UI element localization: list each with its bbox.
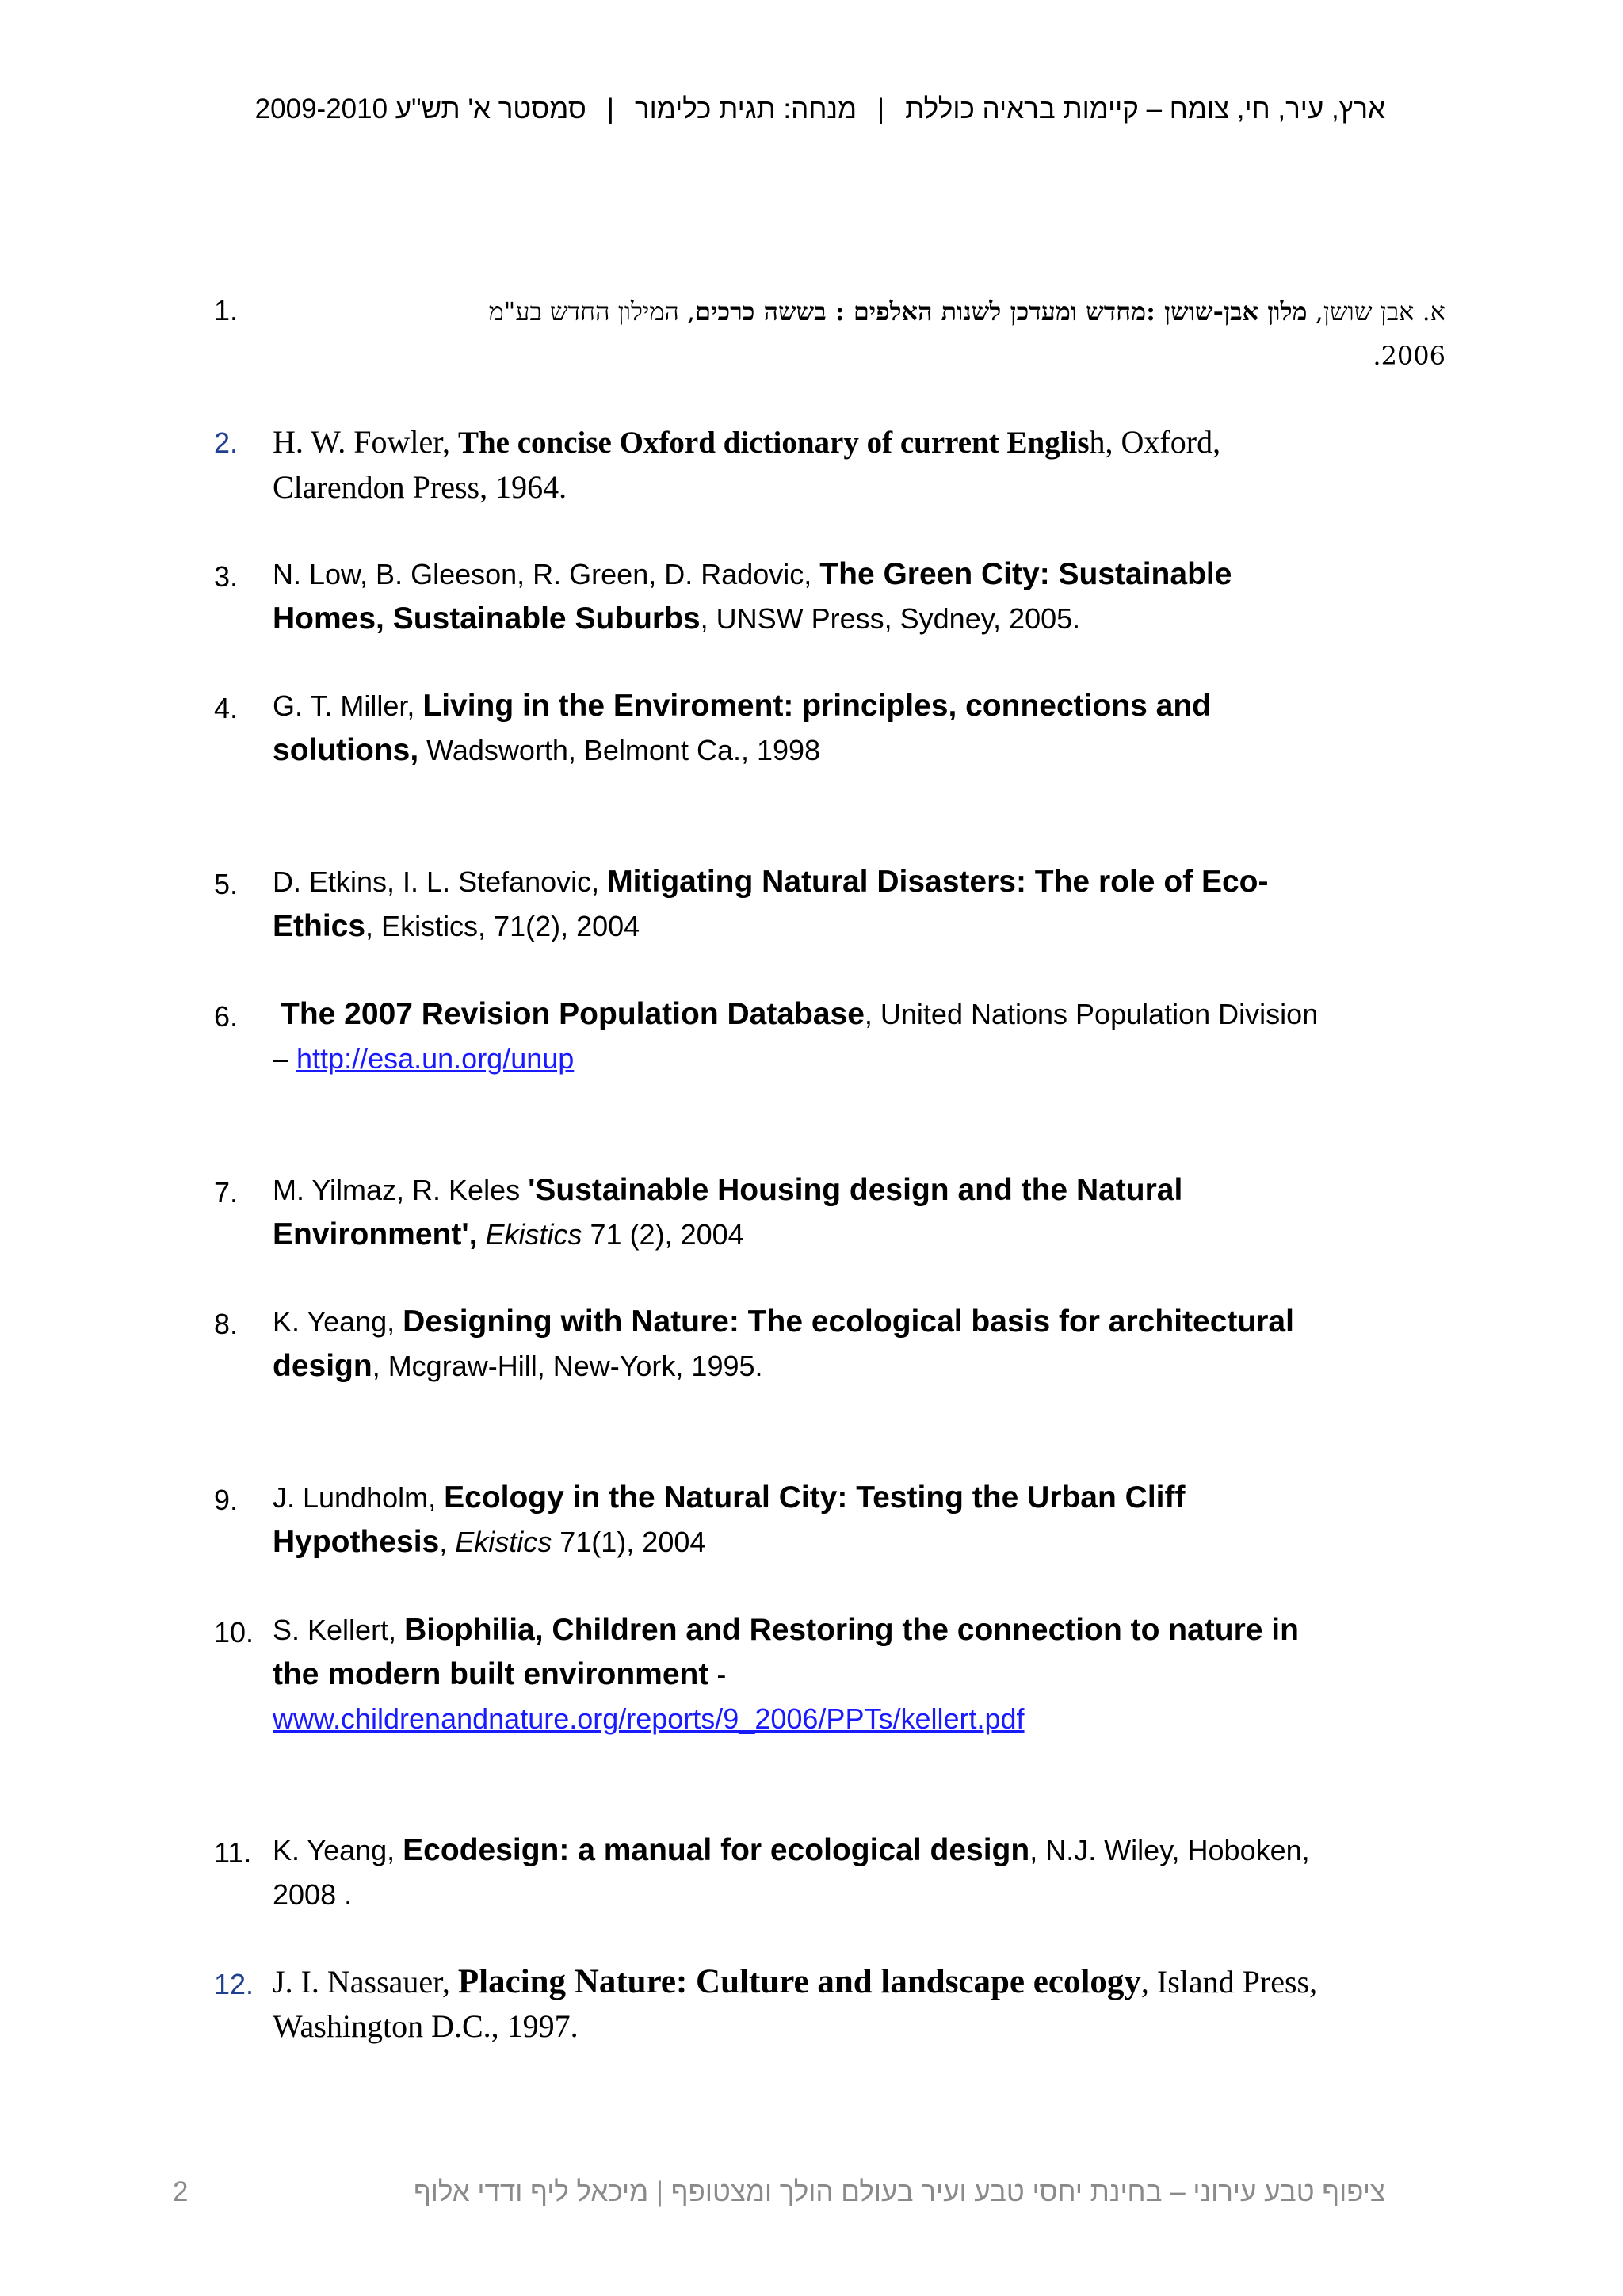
reference-publisher: , United Nations Population Division bbox=[864, 998, 1319, 1030]
reference-number: 7. bbox=[214, 1176, 239, 1209]
reference-text bbox=[273, 1300, 1445, 1389]
reference-text bbox=[273, 684, 1445, 773]
reference-link[interactable]: www.childrenandnature.org/reports/9_2006/PPTs/kellert.pdf bbox=[273, 1702, 1025, 1735]
reference-text bbox=[273, 1608, 1445, 1741]
reference-author: S. Kellert, bbox=[273, 1614, 405, 1646]
reference-number: 12. bbox=[214, 1968, 254, 2000]
reference-title-line2: Environment', bbox=[273, 1217, 478, 1251]
reference-publisher: 71(1), 2004 bbox=[552, 1526, 706, 1558]
reference-title: 'Sustainable Housing design and the Natural bbox=[528, 1173, 1183, 1207]
reference-rest: - bbox=[708, 1658, 727, 1690]
reference-item bbox=[214, 1168, 1445, 1257]
reference-title: Biophilia, Children and Restoring the connection to nature in bbox=[404, 1613, 1299, 1647]
page-header bbox=[203, 94, 1385, 125]
reference-title: The concise Oxford dictionary of current Englis bbox=[457, 426, 1090, 460]
reference-item bbox=[214, 1828, 1445, 1917]
reference-title-line2: Hypothesis bbox=[273, 1525, 440, 1559]
reference-title-line2: the modern built environment bbox=[273, 1657, 709, 1691]
reference-text bbox=[273, 992, 1445, 1081]
reference-item bbox=[214, 1960, 1445, 2049]
page-number: 2 bbox=[173, 2176, 189, 2207]
reference-text bbox=[273, 1828, 1445, 1917]
reference-number: 5. bbox=[214, 868, 239, 900]
reference-text bbox=[273, 552, 1445, 641]
reference-text bbox=[273, 1168, 1445, 1257]
reference-text bbox=[273, 860, 1445, 949]
reference-number: 8. bbox=[214, 1308, 239, 1340]
reference-author: D. Etkins, I. L. Stefanovic, bbox=[273, 865, 608, 898]
reference-item bbox=[214, 684, 1445, 773]
reference-publisher: , Ekistics, 71(2), 2004 bbox=[365, 910, 640, 942]
reference-publisher: , UNSW Press, Sydney, 2005. bbox=[700, 602, 1081, 635]
reference-title-line2: design bbox=[273, 1349, 372, 1383]
reference-title: Living in the Enviroment: principles, connections and bbox=[422, 689, 1211, 723]
reference-item bbox=[214, 860, 1445, 949]
reference-author: G. T. Miller, bbox=[273, 690, 423, 722]
page-footer: ציפוף טבע עירוני – בחינת יחסי טבע ועיר בעולם הולך ומצטופף | מיכאל ליף ודדי אלוף bbox=[413, 2176, 1385, 2207]
reference-item bbox=[214, 420, 1445, 510]
reference-author: K. Yeang, bbox=[273, 1305, 403, 1338]
reference-title: The Green City: Sustainable bbox=[819, 557, 1232, 591]
reference-number: 3. bbox=[214, 560, 239, 593]
reference-title: The 2007 Revision Population Database bbox=[281, 997, 865, 1031]
reference-number: 2. bbox=[214, 426, 239, 459]
reference-publisher-line2: 2008 . bbox=[273, 1878, 353, 1911]
reference-author: M. Yilmaz, R. Keles bbox=[273, 1174, 529, 1206]
reference-item bbox=[214, 1608, 1445, 1741]
reference-number: 10. bbox=[214, 1616, 254, 1648]
reference-author: N. Low, B. Gleeson, R. Green, D. Radovic, bbox=[273, 558, 820, 590]
reference-text bbox=[273, 420, 1445, 510]
reference-text bbox=[273, 1476, 1445, 1564]
header-separator: | bbox=[877, 94, 885, 124]
reference-title: Mitigating Natural Disasters: The role of Eco- bbox=[607, 865, 1269, 899]
reference-publisher: , המילון החדש בע"מ bbox=[488, 296, 696, 327]
reference-number: 11. bbox=[214, 1836, 252, 1869]
reference-link[interactable]: http://esa.un.org/unup bbox=[296, 1042, 575, 1075]
header-separator: | bbox=[606, 94, 614, 124]
reference-author: H. W. Fowler, bbox=[273, 424, 458, 460]
reference-publisher: , Mcgraw-Hill, New-York, 1995. bbox=[372, 1350, 763, 1382]
header-course-title: ארץ, עיר, חי, צומח – קיימות בראיה כוללת bbox=[905, 94, 1385, 124]
reference-title: Ecology in the Natural City: Testing the Urban Cliff bbox=[444, 1480, 1186, 1515]
reference-title-tail: h bbox=[1089, 424, 1106, 460]
reference-item bbox=[214, 289, 1445, 378]
reference-publisher: Wadsworth, Belmont Ca., 1998 bbox=[418, 734, 821, 766]
reference-year: 2006. bbox=[1373, 341, 1445, 371]
reference-author: J. I. Nassauer, bbox=[273, 1964, 458, 2000]
reference-publisher: , Island Press, bbox=[1140, 1964, 1318, 2000]
reference-item bbox=[214, 1300, 1445, 1389]
reference-text bbox=[273, 289, 1445, 378]
reference-publisher: 71 (2), 2004 bbox=[582, 1218, 744, 1251]
reference-number: 4. bbox=[214, 692, 239, 724]
reference-dash: – bbox=[273, 1042, 297, 1075]
header-semester: סמסטר א' תש"ע 2009-2010 bbox=[254, 94, 586, 124]
reference-title-line2: solutions, bbox=[273, 733, 419, 767]
reference-item bbox=[214, 1476, 1445, 1564]
reference-publisher-line2: Washington D.C., 1997. bbox=[273, 2008, 579, 2044]
reference-number: 9. bbox=[214, 1484, 239, 1516]
reference-number: 1. bbox=[214, 294, 239, 327]
reference-title: Placing Nature: Culture and landscape ecology bbox=[457, 1963, 1141, 2000]
reference-title: Designing with Nature: The ecological basis for architectural bbox=[403, 1305, 1294, 1339]
reference-author: J. Lundholm, bbox=[273, 1481, 445, 1514]
reference-publisher: , N.J. Wiley, Hoboken, bbox=[1029, 1834, 1310, 1866]
reference-text bbox=[273, 1960, 1445, 2049]
reference-journal: Ekistics bbox=[455, 1526, 552, 1558]
reference-title-line2: Homes, Sustainable Suburbs bbox=[273, 602, 701, 636]
reference-title-line2: Ethics bbox=[273, 909, 366, 943]
reference-publisher: , Oxford, bbox=[1105, 424, 1221, 460]
reference-journal: Ekistics bbox=[485, 1218, 582, 1251]
reference-number: 6. bbox=[214, 1000, 239, 1033]
reference-author: K. Yeang, bbox=[273, 1834, 403, 1866]
reference-item bbox=[214, 992, 1445, 1081]
reference-title: Ecodesign: a manual for ecological design bbox=[403, 1833, 1030, 1867]
reference-sep: , bbox=[439, 1526, 456, 1558]
reference-title: מלון אבן-שושן :מחדש ומעדכן לשנות האלפים : בששה כרכים bbox=[695, 296, 1308, 327]
reference-publisher-line2: Clarendon Press, 1964. bbox=[273, 469, 567, 505]
header-instructor: מנחה: תגית כלימור bbox=[634, 94, 857, 124]
reference-author: א. אבן שושן, bbox=[1307, 296, 1445, 327]
reference-item bbox=[214, 552, 1445, 641]
